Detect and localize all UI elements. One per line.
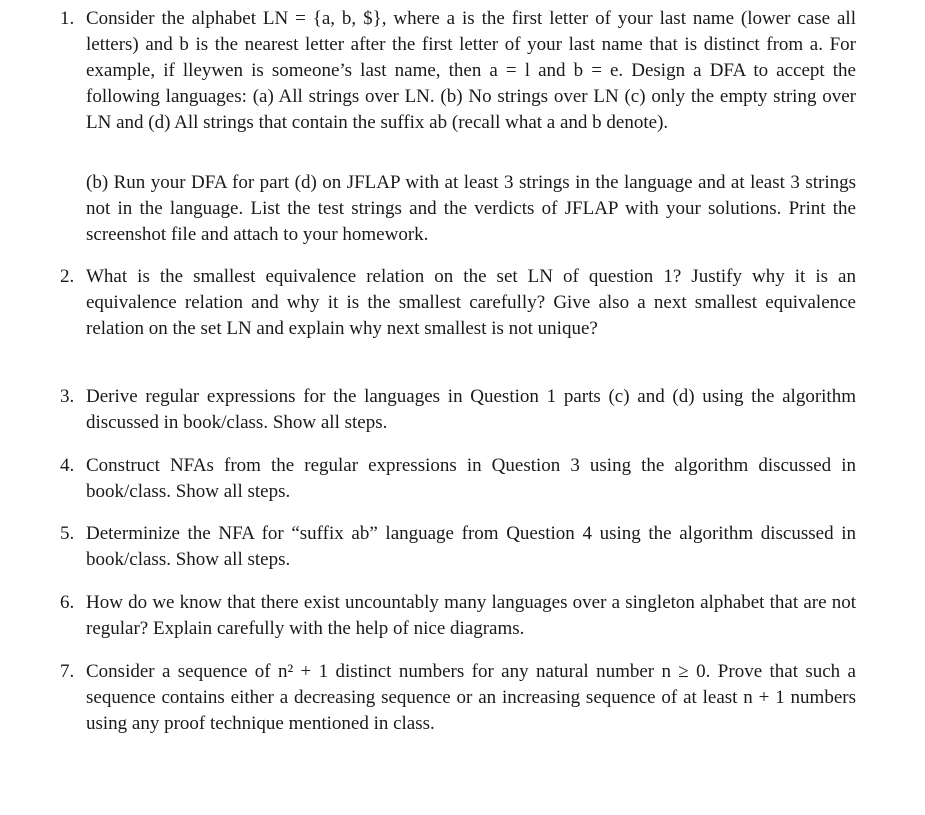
question-text: Derive regular expressions for the languages in Question 1 parts (c) and (d) using the algorithm discussed in book/class. Show all steps. bbox=[86, 386, 856, 433]
question-text: What is the smallest equivalence relation on the set LN of question 1? Justify why it is an equivalence relation and why it is the smallest carefully? Give also a next smallest equivalence relation on the set LN and explain why next smallest is not unique? bbox=[86, 266, 856, 339]
question-text: Construct NFAs from the regular expressions in Question 3 using the algorithm discussed in book/class. Show all steps. bbox=[86, 455, 856, 502]
question-text: Consider the alphabet LN = {a, b, $}, where a is the first letter of your last name (lower case all letters) and b is the nearest letter after the first letter of your last name that is distinct from a. For example, if lleywen is someone’s last name, then a = l and b = e. Design a DFA to accept the following languages: (a) All strings over LN. (b) No strings over LN (c) only the empty string over LN and (d) All strings that contain the suffix ab (recall what a and b denote). bbox=[86, 8, 856, 133]
question-number: 4. bbox=[60, 455, 75, 476]
question-number: 6. bbox=[60, 592, 75, 613]
question-number: 7. bbox=[60, 661, 75, 682]
question-number: 2. bbox=[60, 266, 75, 287]
question-text: How do we know that there exist uncountably many languages over a singleton alphabet that are not regular? Explain carefully with the help of nice diagrams. bbox=[86, 592, 856, 639]
question-number: 1. bbox=[60, 8, 75, 29]
question-number: 3. bbox=[60, 386, 75, 407]
question-text: Determinize the NFA for “suffix ab” language from Question 4 using the algorithm discussed in book/class. Show all steps. bbox=[86, 523, 856, 570]
question-text: Consider a sequence of n² + 1 distinct numbers for any natural number n ≥ 0. Prove that such a sequence contains either a decreasing sequence or an increasing sequence of at least n + 1 numbers using any proof technique mentioned in class. bbox=[86, 661, 856, 734]
question-subtext: (b) Run your DFA for part (d) on JFLAP with at least 3 strings in the language and at least 3 strings not in the language. List the test strings and the verdicts of JFLAP with your solutions. Print the screenshot file and attach to your homework. bbox=[86, 172, 856, 245]
question-number: 5. bbox=[60, 523, 75, 544]
